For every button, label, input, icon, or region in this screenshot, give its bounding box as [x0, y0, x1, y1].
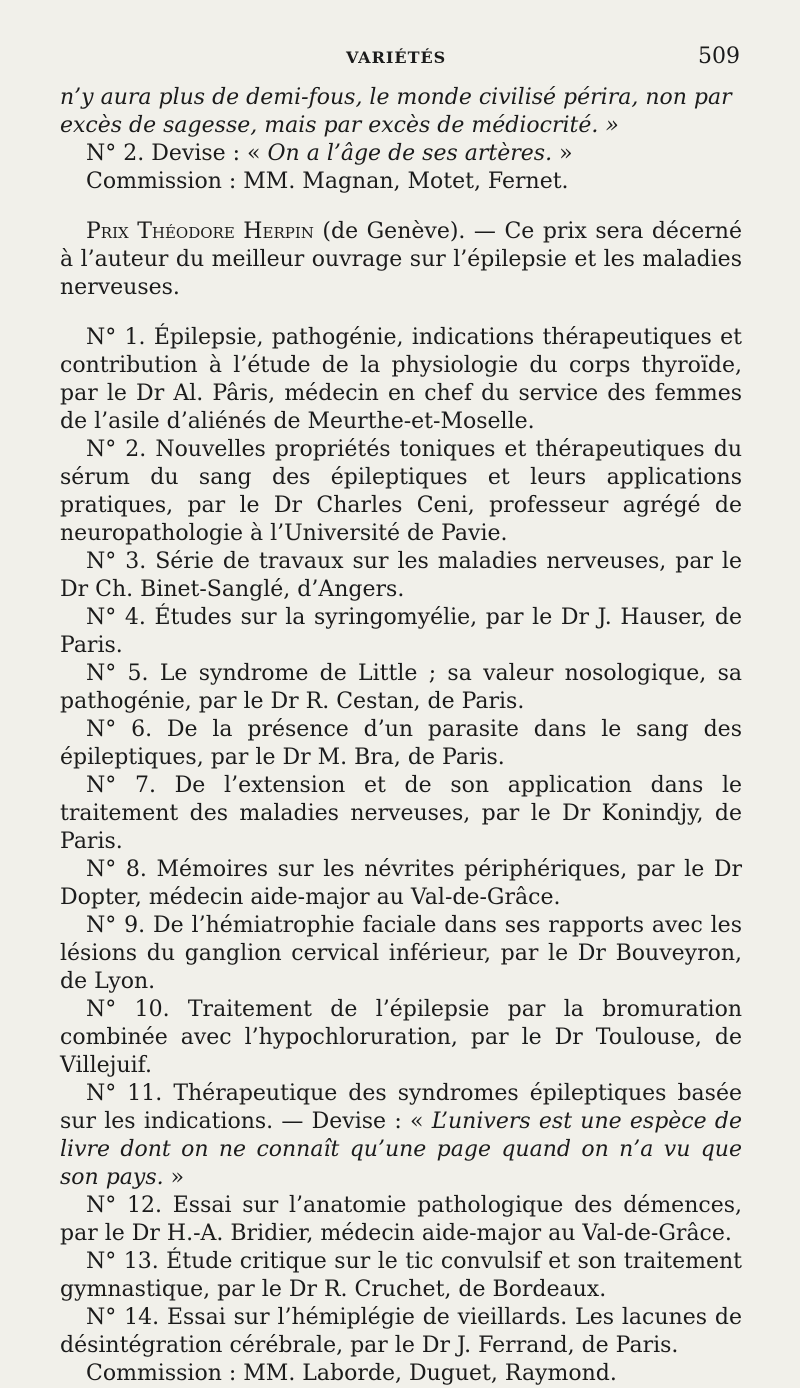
prize-text: (de Genève). — Ce prix sera décerné à l’auteur du meilleur ouvrage sur l’épilepsie et les maladies nerveuses. — [60, 219, 742, 300]
running-title: VARIÉTÉS — [346, 48, 447, 67]
entry-12: N° 12. Essai sur l’anatomie pathologique des démences, par le Dr H.-A. Bridier, médecin aide-major au Val-de-Grâce. — [60, 1193, 742, 1246]
commission-1: Commission : MM. Magnan, Motet, Fernet. — [86, 169, 569, 194]
entry-11 — [60, 1080, 742, 1192]
entry-11-text: N° 11. Thérapeutique des syndromes épileptiques basée sur les indications. — Devise : « — [60, 1081, 742, 1134]
devise-close: » — [552, 141, 573, 166]
entry-14: N° 14. Essai sur l’hémiplégie de vieillards. Les lacunes de désintégration cérébrale, par le Dr J. Ferrand, de Paris. — [60, 1305, 742, 1358]
entry-9: N° 9. De l’hémiatrophie faciale dans ses rapports avec les lésions du ganglion cervical inférieur, par le Dr Bouveyron, de Lyon. — [60, 913, 742, 994]
entry-13: N° 13. Étude critique sur le tic convulsif et son traitement gymnastique, par le Dr R. Cruchet, de Bordeaux. — [60, 1249, 742, 1302]
prize-label: Prix Théodore Herpin — [86, 219, 314, 244]
entry-7: N° 7. De l’extension et de son application dans le traitement des maladies nerveuses, par le Dr Konindjy, de Paris. — [60, 773, 742, 854]
entry-3: N° 3. Série de travaux sur les maladies nerveuses, par le Dr Ch. Binet-Sanglé, d’Angers. — [60, 549, 742, 602]
entry-8: N° 8. Mémoires sur les névrites périphériques, par le Dr Dopter, médecin aide-major au Val-de-Grâce. — [60, 857, 742, 910]
closing-quote-line-1: n’y aura plus de demi-fous, le monde civilisé périra, non par — [60, 85, 732, 110]
devise-label: N° 2. Devise : « — [86, 141, 268, 166]
page-header — [0, 44, 800, 74]
entry-5: N° 5. Le syndrome de Little ; sa valeur nosologique, sa pathogénie, par le Dr R. Cestan, de Paris. — [60, 661, 742, 714]
devise-quote: On a l’âge de ses artères. — [267, 141, 553, 166]
prize-paragraph — [60, 218, 742, 302]
entry-6: N° 6. De la présence d’un parasite dans le sang des épileptiques, par le Dr M. Bra, de Paris. — [60, 717, 742, 770]
entry-1: N° 1. Épilepsie, pathogénie, indications thérapeutiques et contribution à l’étude de la physiologie du corps thyroïde, par le Dr Al. Pâris, médecin en chef du service des femmes de l’asile d’aliénés de Meurthe-et-Moselle. — [60, 325, 742, 434]
page-body — [60, 84, 742, 1388]
entry-11-quote: L’univers est une espèce de livre dont on ne connaît qu’une page quand on n’a vu que son pays. — [60, 1109, 742, 1190]
entry-10: N° 10. Traitement de l’épilepsie par la bromuration combinée avec l’hypochloruration, par le Dr Toulouse, de Villejuif. — [60, 997, 742, 1078]
page-number: 509 — [698, 44, 740, 69]
commission-2: Commission : MM. Laborde, Duguet, Raymond. — [86, 1361, 617, 1386]
devise-line — [60, 140, 742, 168]
entry-2: N° 2. Nouvelles propriétés toniques et thérapeutiques du sérum du sang des épileptiques et leurs applications pratiques, par le Dr Charles Ceni, professeur agrégé de neuropathologie à l’Université de Pavie. — [60, 437, 742, 546]
entry-11-close: » — [163, 1165, 185, 1190]
closing-quote-line-2: excès de sagesse, mais par excès de médiocrité. » — [60, 113, 619, 138]
entry-4: N° 4. Études sur la syringomyélie, par le Dr J. Hauser, de Paris. — [60, 605, 742, 658]
